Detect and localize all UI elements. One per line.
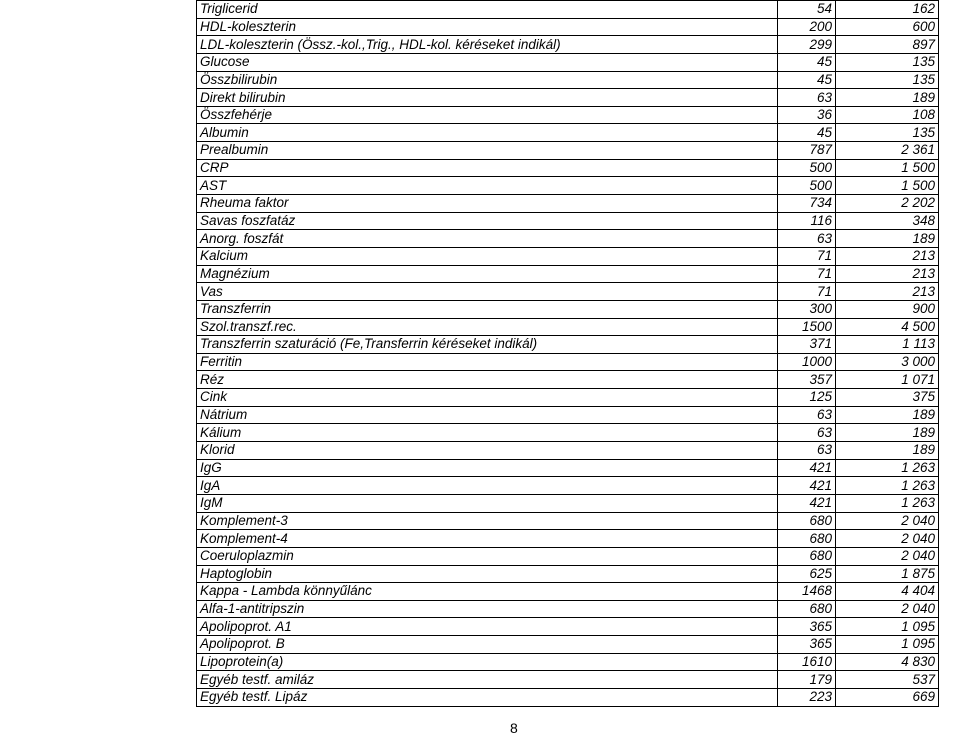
table-row [197, 300, 939, 318]
table-row [197, 636, 939, 654]
table-row [197, 159, 939, 177]
value-2-cell: 1 095 [836, 636, 939, 654]
value-1-cell: 36 [778, 106, 836, 124]
test-name-cell: Glucose [197, 53, 778, 71]
value-2-cell: 537 [836, 671, 939, 689]
value-2-cell: 375 [836, 389, 939, 407]
value-2-cell: 1 263 [836, 477, 939, 495]
lab-price-table [196, 0, 939, 707]
table-row [197, 142, 939, 160]
value-2-cell: 1 263 [836, 459, 939, 477]
value-1-cell: 371 [778, 336, 836, 354]
table-row [197, 459, 939, 477]
test-name-cell: Összbilirubin [197, 71, 778, 89]
table-row [197, 688, 939, 706]
table-row [197, 106, 939, 124]
table-row [197, 195, 939, 213]
table-row [197, 124, 939, 142]
value-1-cell: 125 [778, 389, 836, 407]
value-1-cell: 365 [778, 618, 836, 636]
test-name-cell: Klorid [197, 442, 778, 460]
table-row [197, 512, 939, 530]
table-row [197, 618, 939, 636]
value-1-cell: 357 [778, 371, 836, 389]
value-1-cell: 71 [778, 247, 836, 265]
value-2-cell: 213 [836, 283, 939, 301]
table-row [197, 318, 939, 336]
table-row [197, 600, 939, 618]
table-row [197, 406, 939, 424]
test-name-cell: Direkt bilirubin [197, 89, 778, 107]
test-name-cell: Albumin [197, 124, 778, 142]
table-row [197, 247, 939, 265]
test-name-cell: IgG [197, 459, 778, 477]
value-2-cell: 2 040 [836, 530, 939, 548]
value-1-cell: 365 [778, 636, 836, 654]
test-name-cell: Kappa - Lambda könnyűlánc [197, 583, 778, 601]
value-1-cell: 63 [778, 89, 836, 107]
value-1-cell: 680 [778, 547, 836, 565]
value-2-cell: 162 [836, 1, 939, 19]
value-1-cell: 45 [778, 124, 836, 142]
value-1-cell: 63 [778, 442, 836, 460]
table-row [197, 212, 939, 230]
value-2-cell: 2 040 [836, 547, 939, 565]
value-1-cell: 71 [778, 265, 836, 283]
test-name-cell: Haptoglobin [197, 565, 778, 583]
value-1-cell: 71 [778, 283, 836, 301]
table-row [197, 530, 939, 548]
test-name-cell: Összfehérje [197, 106, 778, 124]
value-1-cell: 1500 [778, 318, 836, 336]
value-1-cell: 500 [778, 159, 836, 177]
test-name-cell: IgM [197, 494, 778, 512]
value-1-cell: 680 [778, 600, 836, 618]
table-row [197, 477, 939, 495]
value-1-cell: 45 [778, 71, 836, 89]
test-name-cell: Vas [197, 283, 778, 301]
value-1-cell: 200 [778, 18, 836, 36]
value-2-cell: 189 [836, 89, 939, 107]
test-name-cell: LDL-koleszterin (Össz.-kol.,Trig., HDL-kol. kéréseket indikál) [197, 36, 778, 54]
test-name-cell: Komplement-4 [197, 530, 778, 548]
value-2-cell: 669 [836, 688, 939, 706]
table-row [197, 353, 939, 371]
table-row [197, 283, 939, 301]
value-1-cell: 63 [778, 230, 836, 248]
value-2-cell: 108 [836, 106, 939, 124]
test-name-cell: HDL-koleszterin [197, 18, 778, 36]
value-2-cell: 189 [836, 442, 939, 460]
test-name-cell: Kálium [197, 424, 778, 442]
table-row [197, 36, 939, 54]
test-name-cell: Nátrium [197, 406, 778, 424]
table-row [197, 653, 939, 671]
value-2-cell: 213 [836, 247, 939, 265]
value-2-cell: 1 095 [836, 618, 939, 636]
value-2-cell: 348 [836, 212, 939, 230]
value-2-cell: 2 361 [836, 142, 939, 160]
value-1-cell: 63 [778, 406, 836, 424]
value-2-cell: 189 [836, 424, 939, 442]
test-name-cell: Cink [197, 389, 778, 407]
table-row [197, 424, 939, 442]
value-1-cell: 54 [778, 1, 836, 19]
test-name-cell: Ferritin [197, 353, 778, 371]
value-2-cell: 900 [836, 300, 939, 318]
value-2-cell: 135 [836, 53, 939, 71]
table-row [197, 494, 939, 512]
table-row [197, 442, 939, 460]
page-number: 8 [510, 720, 518, 736]
test-name-cell: Apolipoprot. A1 [197, 618, 778, 636]
value-1-cell: 421 [778, 459, 836, 477]
test-name-cell: Szol.transzf.rec. [197, 318, 778, 336]
table-row [197, 547, 939, 565]
value-2-cell: 4 500 [836, 318, 939, 336]
value-2-cell: 135 [836, 71, 939, 89]
test-name-cell: Savas foszfatáz [197, 212, 778, 230]
table-row [197, 371, 939, 389]
table-row [197, 230, 939, 248]
test-name-cell: Egyéb testf. Lipáz [197, 688, 778, 706]
value-1-cell: 299 [778, 36, 836, 54]
test-name-cell: IgA [197, 477, 778, 495]
value-2-cell: 1 263 [836, 494, 939, 512]
test-name-cell: CRP [197, 159, 778, 177]
value-2-cell: 1 071 [836, 371, 939, 389]
table-row [197, 671, 939, 689]
value-1-cell: 734 [778, 195, 836, 213]
test-name-cell: Triglicerid [197, 1, 778, 19]
value-2-cell: 2 040 [836, 512, 939, 530]
value-2-cell: 4 830 [836, 653, 939, 671]
value-2-cell: 1 875 [836, 565, 939, 583]
table-row [197, 265, 939, 283]
value-2-cell: 3 000 [836, 353, 939, 371]
value-1-cell: 223 [778, 688, 836, 706]
value-2-cell: 2 040 [836, 600, 939, 618]
test-name-cell: Egyéb testf. amiláz [197, 671, 778, 689]
value-2-cell: 4 404 [836, 583, 939, 601]
value-2-cell: 2 202 [836, 195, 939, 213]
table-row [197, 389, 939, 407]
table-row [197, 336, 939, 354]
test-name-cell: Prealbumin [197, 142, 778, 160]
value-1-cell: 680 [778, 530, 836, 548]
test-name-cell: Rheuma faktor [197, 195, 778, 213]
test-name-cell: Réz [197, 371, 778, 389]
value-2-cell: 189 [836, 230, 939, 248]
value-1-cell: 45 [778, 53, 836, 71]
test-name-cell: Anorg. foszfát [197, 230, 778, 248]
test-name-cell: Transzferrin [197, 300, 778, 318]
test-name-cell: Komplement-3 [197, 512, 778, 530]
value-1-cell: 500 [778, 177, 836, 195]
table-row [197, 565, 939, 583]
table-row [197, 18, 939, 36]
value-1-cell: 300 [778, 300, 836, 318]
table-row [197, 89, 939, 107]
value-1-cell: 787 [778, 142, 836, 160]
value-2-cell: 1 500 [836, 177, 939, 195]
value-1-cell: 625 [778, 565, 836, 583]
value-1-cell: 1610 [778, 653, 836, 671]
table-row [197, 583, 939, 601]
test-name-cell: Magnézium [197, 265, 778, 283]
value-2-cell: 213 [836, 265, 939, 283]
test-name-cell: Transzferrin szaturáció (Fe,Transferrin kéréseket indikál) [197, 336, 778, 354]
value-1-cell: 421 [778, 477, 836, 495]
value-2-cell: 189 [836, 406, 939, 424]
value-1-cell: 179 [778, 671, 836, 689]
value-2-cell: 1 500 [836, 159, 939, 177]
value-1-cell: 680 [778, 512, 836, 530]
test-name-cell: Apolipoprot. B [197, 636, 778, 654]
table-body [197, 1, 939, 707]
value-1-cell: 1468 [778, 583, 836, 601]
test-name-cell: Lipoprotein(a) [197, 653, 778, 671]
table-row [197, 177, 939, 195]
value-1-cell: 63 [778, 424, 836, 442]
table-row [197, 71, 939, 89]
value-2-cell: 135 [836, 124, 939, 142]
table-row [197, 53, 939, 71]
test-name-cell: Kalcium [197, 247, 778, 265]
value-1-cell: 1000 [778, 353, 836, 371]
test-name-cell: Coeruloplazmin [197, 547, 778, 565]
value-1-cell: 421 [778, 494, 836, 512]
test-name-cell: AST [197, 177, 778, 195]
value-2-cell: 600 [836, 18, 939, 36]
value-2-cell: 897 [836, 36, 939, 54]
value-2-cell: 1 113 [836, 336, 939, 354]
test-name-cell: Alfa-1-antitripszin [197, 600, 778, 618]
table-row [197, 1, 939, 19]
value-1-cell: 116 [778, 212, 836, 230]
